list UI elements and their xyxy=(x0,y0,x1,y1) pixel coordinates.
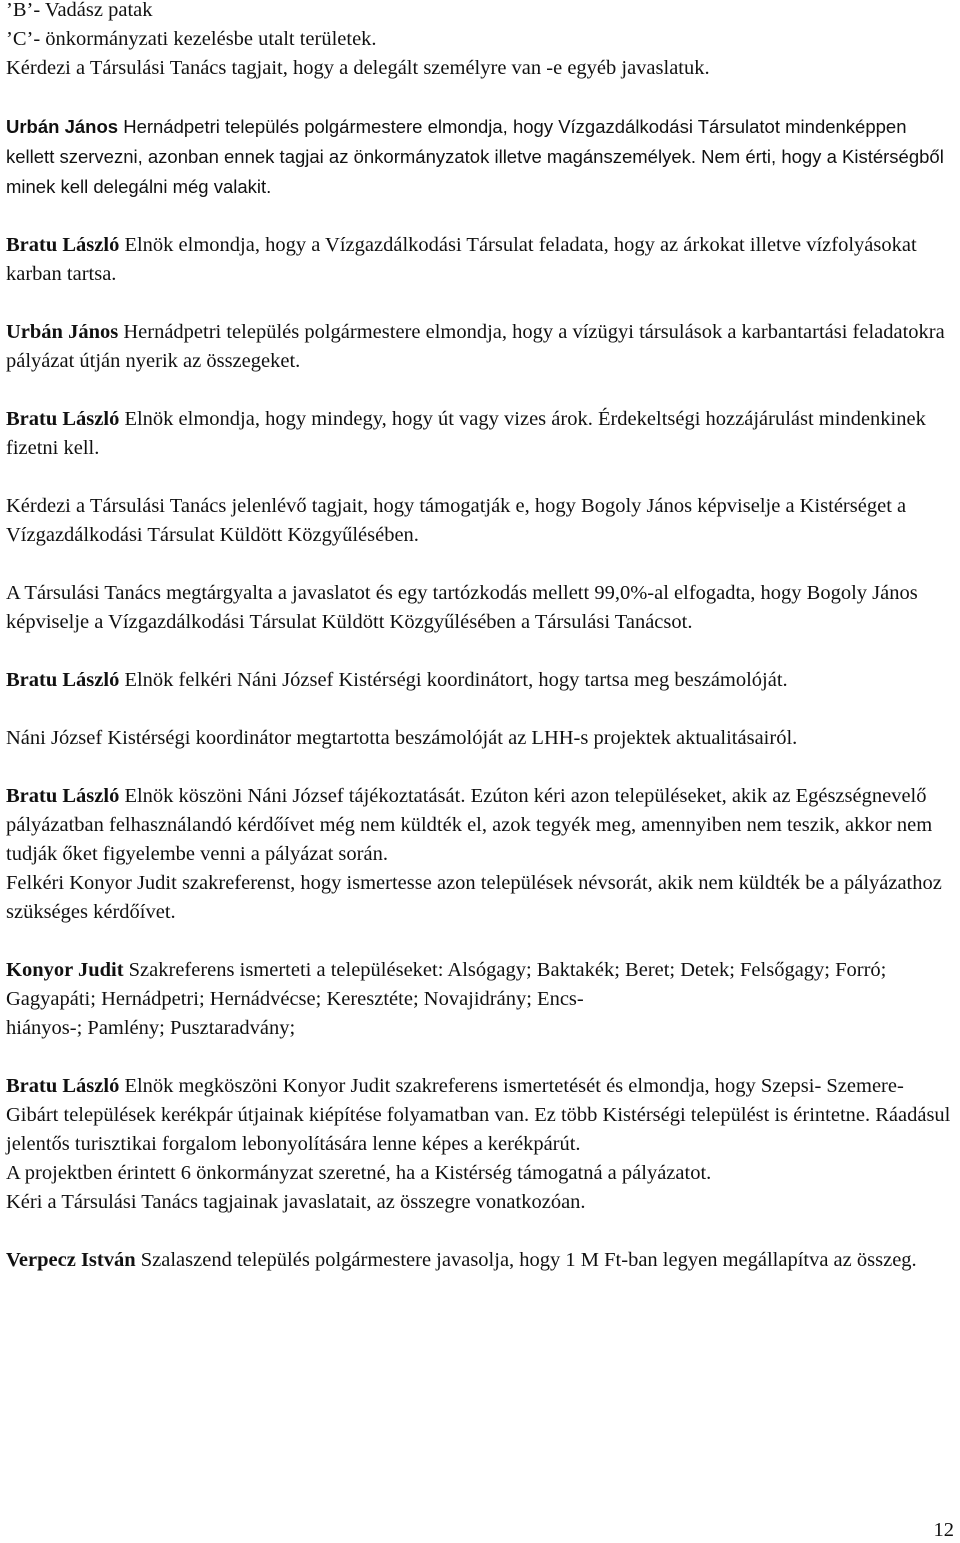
speaker-name: Verpecz István xyxy=(6,1249,136,1271)
paragraph xyxy=(6,318,956,376)
paragraph xyxy=(6,1246,956,1275)
speaker-name: Bratu László xyxy=(6,1075,120,1097)
paragraph xyxy=(6,231,956,289)
paragraph-text: Elnök felkéri Náni József Kistérségi koordinátort, hogy tartsa meg beszámolóját. xyxy=(119,669,788,691)
paragraph-text: ’B’- Vadász patak ’C’- önkormányzati kezelésbe utalt területek. Kérdezi a Társulási Tanács tagjait, hogy a delegált személyre van -e egyéb javaslatuk. xyxy=(6,0,710,79)
speaker-name: Konyor Judit xyxy=(6,959,124,981)
paragraph-text: Kérdezi a Társulási Tanács jelenlévő tagjait, hogy támogatják e, hogy Bogoly János képviselje a Kistérséget a Vízgazdálkodási Társulat Küldött Közgyűlésében. xyxy=(6,495,907,546)
paragraph xyxy=(6,405,956,463)
speaker-name: Bratu László xyxy=(6,785,120,807)
page-number: 12 xyxy=(933,1519,954,1541)
paragraph-text: Hernádpetri település polgármestere elmondja, hogy Vízgazdálkodási Társulatot mindenképpen kellett szervezni, azonban ennek tagjai az önkormányzatok illetve magánszemélyek. Nem érti, hogy a Kistérségből minek kell delegálni még valakit. xyxy=(6,116,944,197)
speaker-name: Bratu László xyxy=(6,669,120,691)
speaker-name: Bratu László xyxy=(6,234,120,256)
paragraph-text: A Társulási Tanács megtárgyalta a javaslatot és egy tartózkodás mellett 99,0%-al elfogadta, hogy Bogoly János képviselje a Vízgazdálkodási Társulat Küldött Közgyűlésében a Társulási Tanácsot. xyxy=(6,582,918,633)
paragraph-text: Hernádpetri település polgármestere elmondja, hogy a vízügyi társulások a karbantartási feladatokra pályázat útján nyerik az összegeket. xyxy=(6,321,945,372)
paragraph xyxy=(6,492,956,550)
paragraph-text: Elnök köszöni Náni József tájékoztatását. Ezúton kéri azon településeket, akik az Egészségnevelő pályázatban felhasználandó kérdőívet még nem küldték el, azok tegyék meg, amennyiben nem teszik, akkor nem tudják őket figyelembe venni a pályázat során. Felkéri Konyor Judit szakreferenst, hogy ismertesse azon települések névsorát, akik nem küldték be a pályázathoz szükséges kérdőívet. xyxy=(6,785,942,923)
paragraph-text: Elnök elmondja, hogy mindegy, hogy út vagy vizes árok. Érdekeltségi hozzájárulást mindenkinek fizetni kell. xyxy=(6,408,926,459)
paragraph-text: Náni József Kistérségi koordinátor megtartotta beszámolóját az LHH-s projektek aktualitásairól. xyxy=(6,727,798,749)
speaker-name: Urbán János xyxy=(6,116,119,137)
paragraph xyxy=(6,0,956,83)
speaker-name: Urbán János xyxy=(6,321,119,343)
paragraph xyxy=(6,1072,956,1217)
paragraph xyxy=(6,579,956,637)
paragraph xyxy=(6,724,956,753)
paragraph xyxy=(6,112,956,202)
paragraph xyxy=(6,782,956,927)
paragraph-text: Szakreferens ismerteti a településeket: Alsógagy; Baktakék; Beret; Detek; Felsőgagy; Forró; Gagyapáti; Hernádpetri; Hernádvécse; Keresztéte; Novajidrány; Encs- hiányos-; Pamlény; Pusztaradvány; xyxy=(6,959,887,1039)
speaker-name: Bratu László xyxy=(6,408,120,430)
paragraph-text: Szalaszend település polgármestere javasolja, hogy 1 M Ft-ban legyen megállapítva az összeg. xyxy=(135,1249,917,1271)
paragraph-text: Elnök megköszöni Konyor Judit szakreferens ismertetését és elmondja, hogy Szepsi- Szemere- Gibárt települések kerékpár útjainak kiépítése folyamatban van. Ez több Kistérségi települést is érintetne. Ráadásul jelentős turisztikai forgalom lebonyolítására lenne képes a kerékpárút. A projektben érintett 6 önkormányzat szeretné, ha a Kistérség támogatná a pályázatot. Kéri a Társulási Tanács tagjainak javaslatait, az összegre vonatkozóan. xyxy=(6,1075,951,1213)
paragraph xyxy=(6,956,956,1043)
document-body xyxy=(6,0,956,1275)
paragraph xyxy=(6,666,956,695)
paragraph-text: Elnök elmondja, hogy a Vízgazdálkodási Társulat feladata, hogy az árkokat illetve vízfolyásokat karban tartsa. xyxy=(6,234,917,285)
